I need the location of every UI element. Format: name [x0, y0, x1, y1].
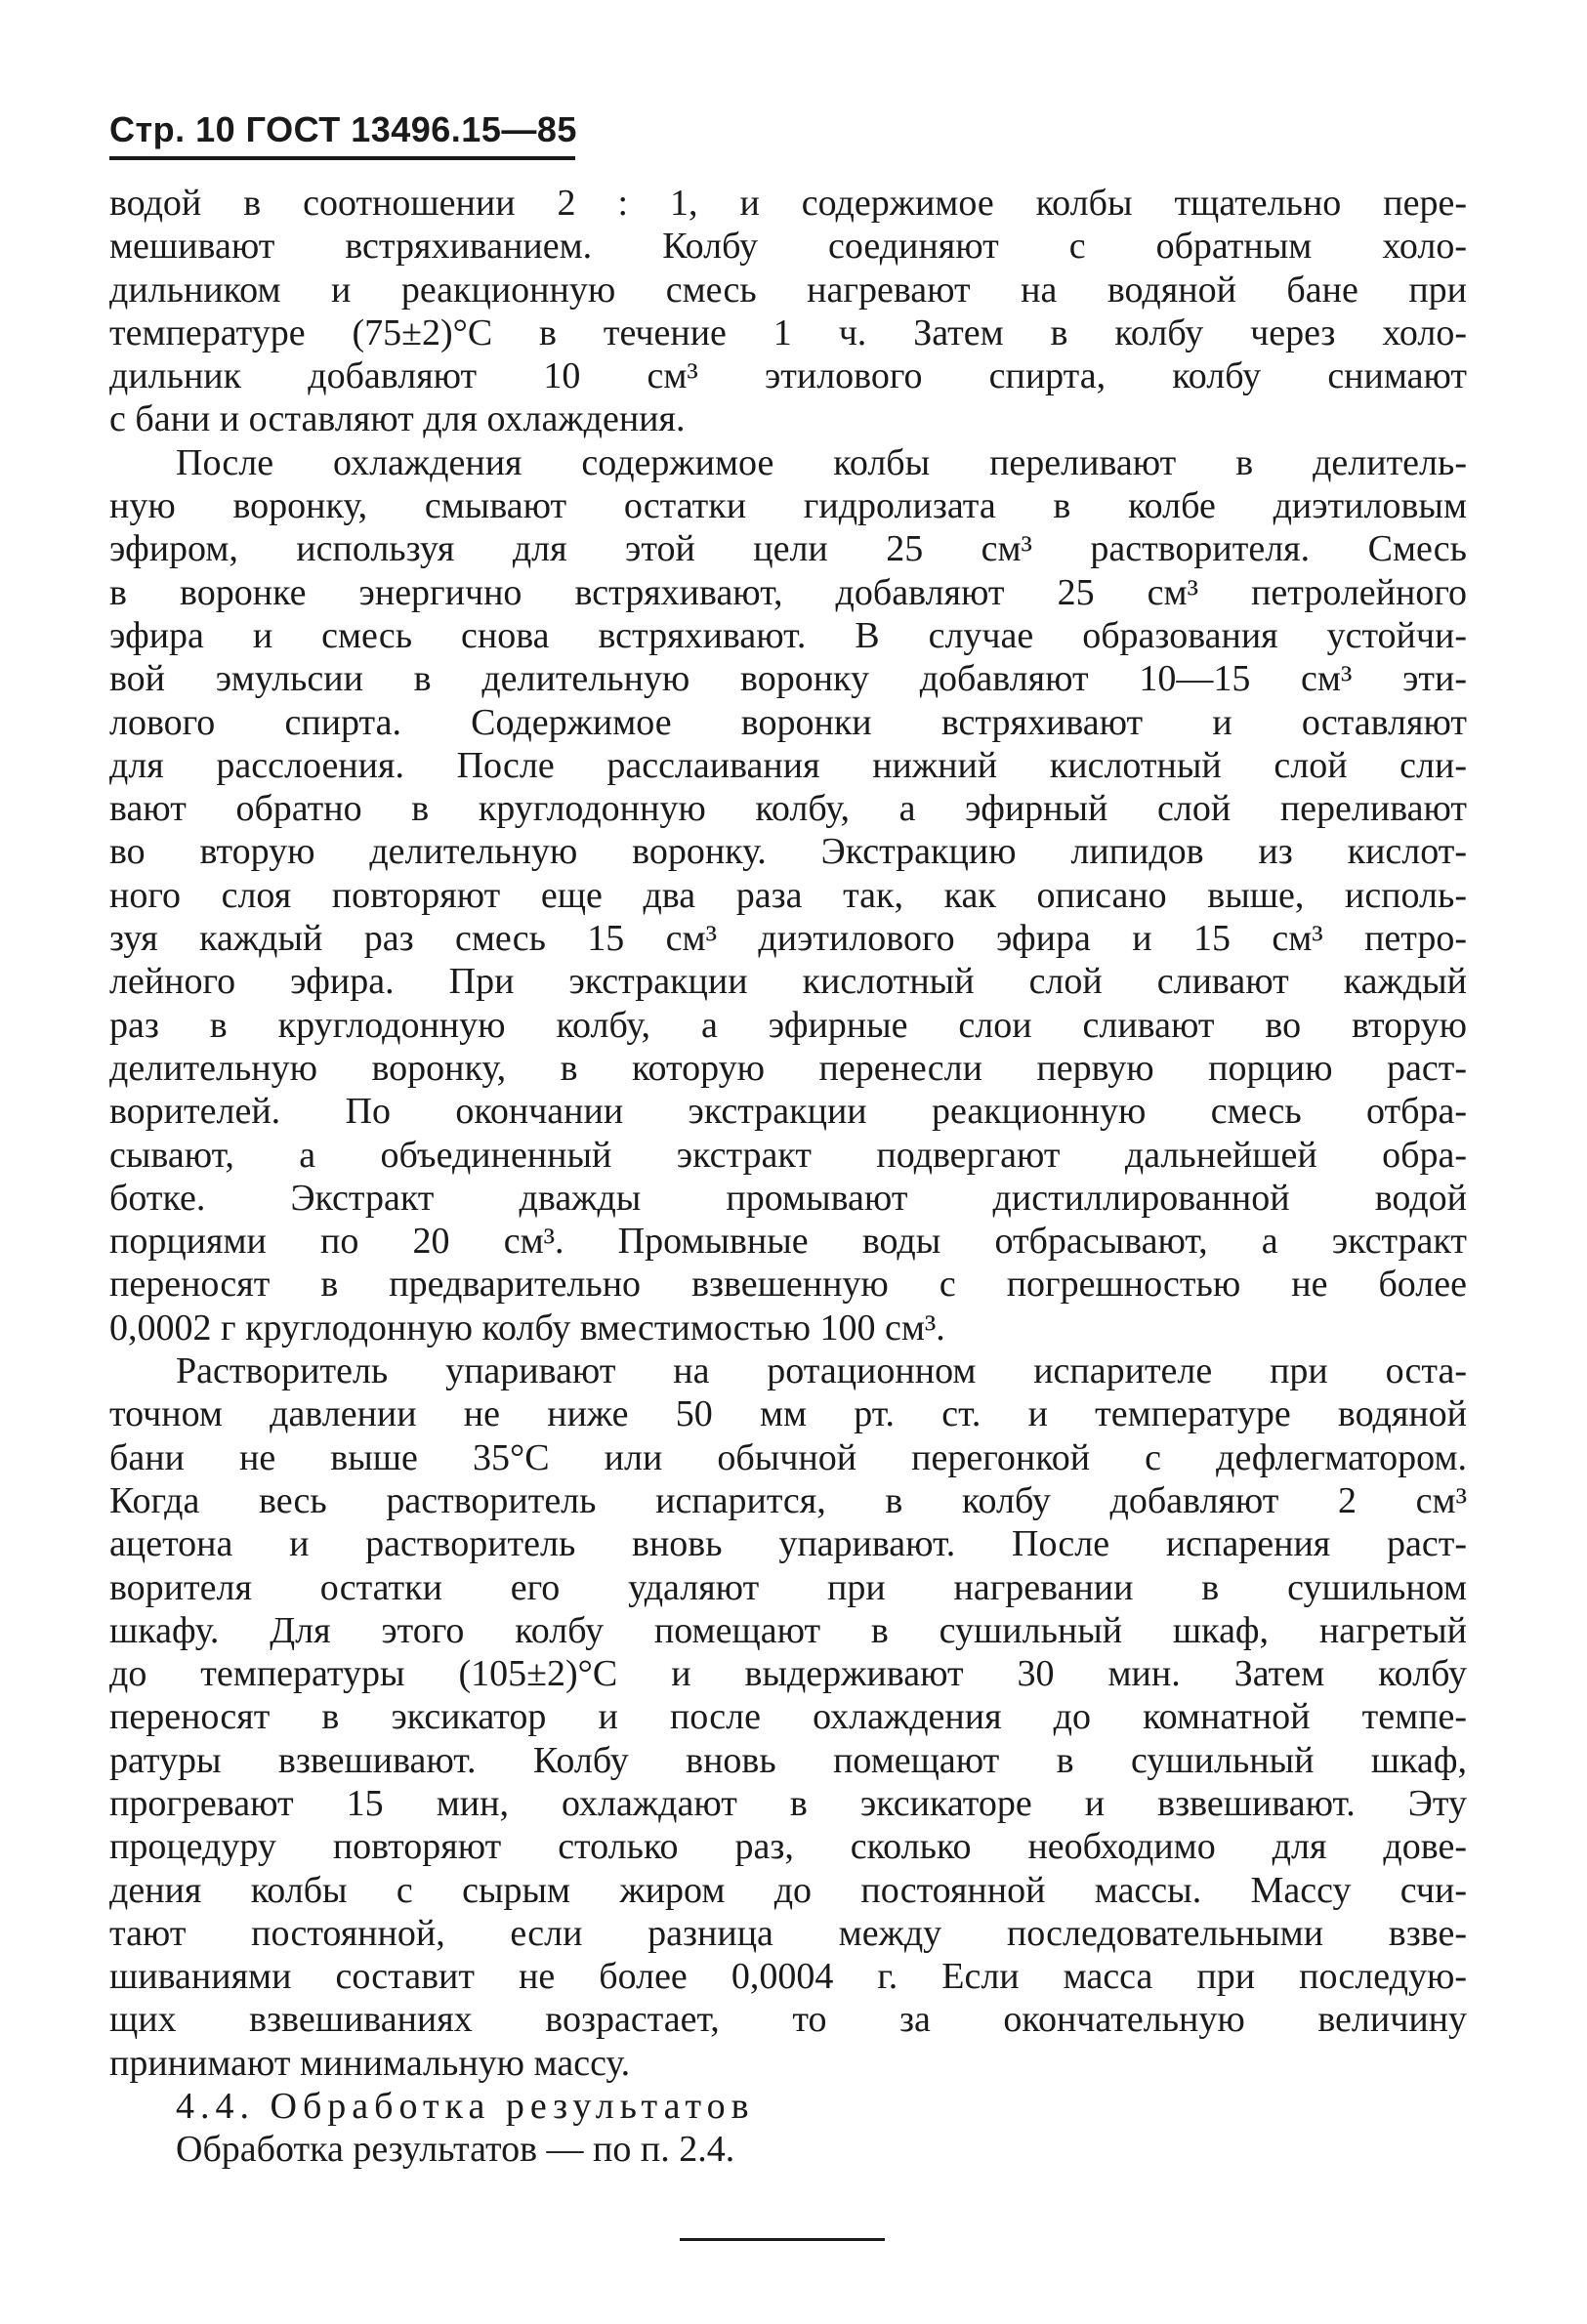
text-line: ацетона и растворитель вновь упаривают. После испарения раст-: [109, 1523, 1467, 1565]
text-line: тают постоянной, если разница между последовательными взве-: [109, 1912, 1467, 1954]
text-line: вают обратно в круглодонную колбу, а эфирный слой переливают: [109, 788, 1467, 830]
text-line: водой в соотношении 2 : 1, и содержимое колбы тщательно пере-: [109, 183, 1467, 224]
text-line: шиваниями составит не более 0,0004 г. Если масса при последую-: [109, 1956, 1467, 1998]
text-line: ного слоя повторяют еще два раза так, как описано выше, исполь-: [109, 874, 1467, 916]
text-line: до температуры (105±2)°С и выдерживают 30 мин. Затем колбу: [109, 1653, 1467, 1695]
text-line: переносят в предварительно взвешенную с погрешностью не более: [109, 1264, 1467, 1306]
paragraph: [109, 1349, 1467, 2085]
section-4-4: [109, 2085, 1467, 2172]
text-line: принимают минимальную массу.: [109, 2042, 631, 2084]
text-line: Растворитель упаривают на ротационном испарителе при оста-: [176, 1350, 1467, 1392]
header-rule: [109, 156, 575, 160]
section-heading: 4.4. Обработка результатов: [176, 2086, 755, 2128]
text-line: ворителей. По окончании экстракции реакционную смесь отбра-: [109, 1091, 1467, 1133]
paragraph: [109, 441, 1467, 1349]
text-line: зуя каждый раз смесь 15 см³ диэтилового эфира и 15 см³ петро-: [109, 918, 1467, 960]
text-line: мешивают встряхиванием. Колбу соединяют с обратным холо-: [109, 226, 1467, 268]
text-line: во вторую делительную воронку. Экстракцию липидов из кислот-: [109, 831, 1467, 873]
text-line: прогревают 15 мин, охлаждают в эксикаторе и взвешивают. Эту: [109, 1782, 1467, 1824]
text-line: сывают, а объединенный экстракт подвергают дальнейшей обра-: [109, 1134, 1467, 1176]
text-line: вой эмульсии в делительную воронку добавляют 10—15 см³ эти-: [109, 658, 1467, 700]
text-line: эфиром, используя для этой цели 25 см³ растворителя. Смесь: [109, 528, 1467, 570]
body-text: [109, 182, 1467, 2172]
text-line: порциями по 20 см³. Промывные воды отбрасывают, а экстракт: [109, 1221, 1467, 1263]
text-line: точном давлении не ниже 50 мм рт. ст. и температуре водяной: [109, 1393, 1467, 1435]
text-line: После охлаждения содержимое колбы переливают в делитель-: [176, 441, 1467, 483]
text-line: дения колбы с сырым жиром до постоянной массы. Массу счи-: [109, 1869, 1467, 1911]
paragraph: [109, 182, 1467, 441]
text-line: дильником и реакционную смесь нагревают на водяной бане при: [109, 269, 1467, 311]
page-header: Стр. 10 ГОСТ 13496.15—85: [109, 109, 577, 149]
end-rule: [680, 2238, 885, 2241]
text-line: лейного эфира. При экстракции кислотный слой сливают каждый: [109, 961, 1467, 1003]
text-line: в воронке энергично встряхивают, добавляют 25 см³ петролейного: [109, 571, 1467, 613]
text-line: процедуру повторяют столько раз, сколько необходимо для дове-: [109, 1826, 1467, 1868]
text-line: ботке. Экстракт дважды промывают дистиллированной водой: [109, 1177, 1467, 1219]
text-line: делительную воронку, в которую перенесли первую порцию раст-: [109, 1047, 1467, 1089]
text-line: температуре (75±2)°С в течение 1 ч. Затем в колбу через холо-: [109, 311, 1467, 353]
text-line: раз в круглодонную колбу, а эфирные слои сливают во вторую: [109, 1004, 1467, 1046]
text-line: эфира и смесь снова встряхивают. В случае образования устойчи-: [109, 614, 1467, 656]
text-line: шкафу. Для этого колбу помещают в сушильный шкаф, нагретый: [109, 1609, 1467, 1651]
text-line: для расслоения. После расслаивания нижний кислотный слой сли-: [109, 744, 1467, 786]
text-line: ворителя остатки его удаляют при нагревании в сушильном: [109, 1566, 1467, 1608]
text-line: лового спирта. Содержимое воронки встряхивают и оставляют: [109, 701, 1467, 743]
text-line: бани не выше 35°С или обычной перегонкой с дефлегматором.: [109, 1436, 1467, 1478]
text-line: с бани и оставляют для охлаждения.: [109, 398, 686, 440]
text-line: дильник добавляют 10 см³ этилового спирта, колбу снимают: [109, 355, 1467, 397]
text-line: Когда весь растворитель испарится, в колбу добавляют 2 см³: [109, 1479, 1467, 1521]
section-text: Обработка результатов — по п. 2.4.: [176, 2129, 735, 2171]
text-line: ную воронку, смывают остатки гидролизата в колбе диэтиловым: [109, 485, 1467, 527]
text-line: переносят в эксикатор и после охлаждения до комнатной темпе-: [109, 1696, 1467, 1738]
text-line: ратуры взвешивают. Колбу вновь помещают в сушильный шкаф,: [109, 1739, 1467, 1781]
text-line: 0,0002 г круглодонную колбу вместимостью 100 см³.: [109, 1307, 945, 1349]
text-line: щих взвешиваниях возрастает, то за окончательную величину: [109, 1999, 1467, 2041]
